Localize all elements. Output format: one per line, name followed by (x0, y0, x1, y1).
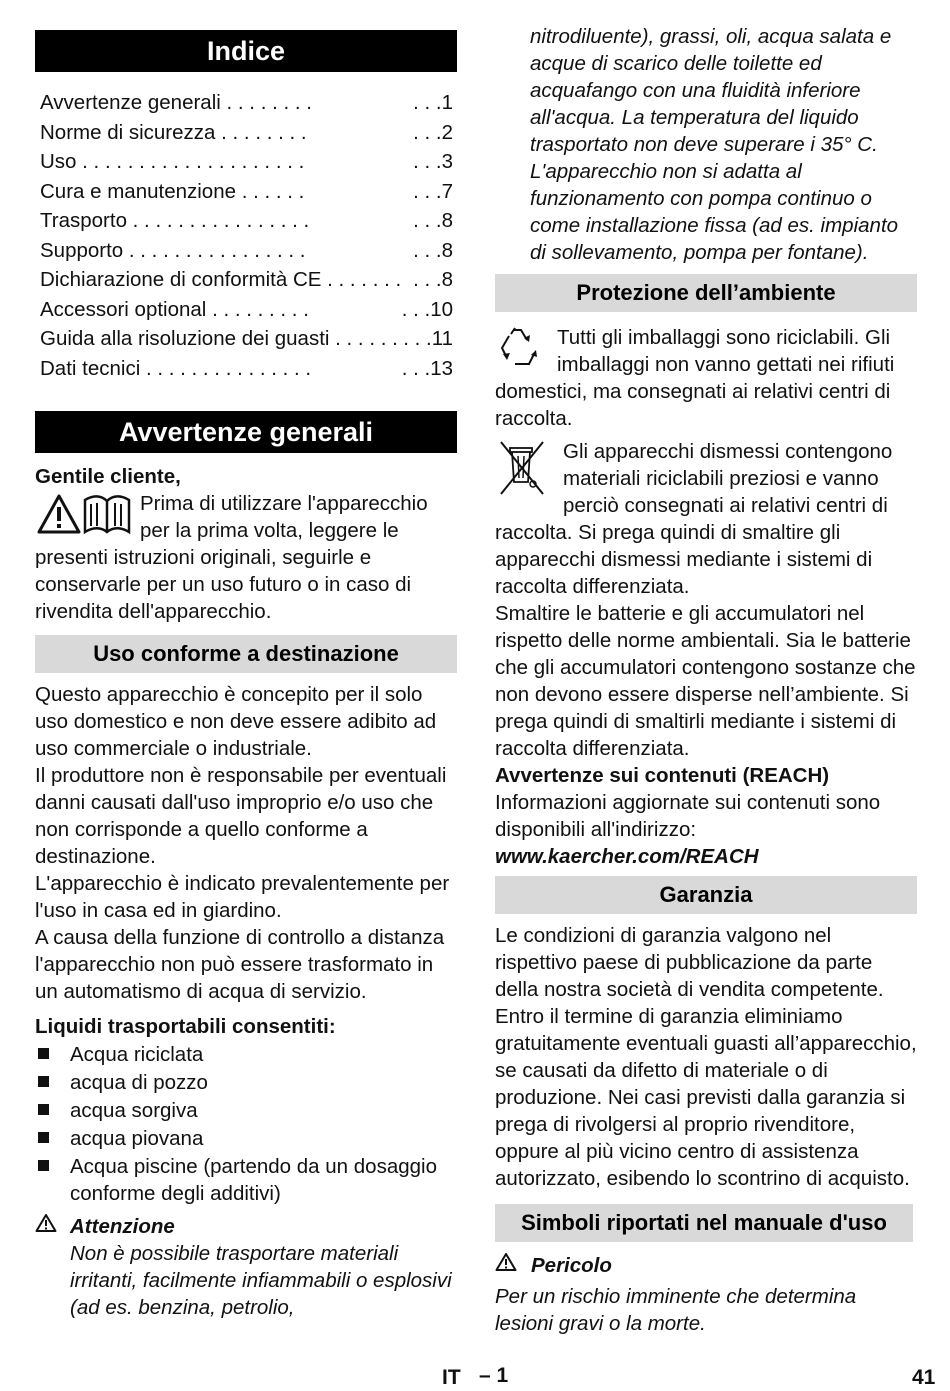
attention-text: Non è possibile trasportare materiali irritanti, facilmente infiammabili o esplosivi (ad es. benzina, petrolio, (70, 1242, 452, 1319)
toc-entry-page: . . . 11 (400, 324, 457, 354)
symbols-heading: Simboli riportati nel manuale d'uso (495, 1204, 913, 1242)
intro-block (35, 490, 457, 544)
list-item (35, 1096, 457, 1124)
toc-entry-title: Guida alla risoluzione dei guasti . . . (40, 324, 400, 354)
general-warnings-heading: Avvertenze generali (35, 411, 457, 453)
liquids-list (35, 1040, 457, 1207)
intended-use-p1: Questo apparecchio è concepito per il solo uso domestico e non deve essere adibito ad uso commerciale o industriale. (35, 683, 437, 760)
intro-rest: presenti istruzioni originali, seguirle e conservarle per un uso futuro o in caso di rivendita dell'apparecchio. (35, 546, 412, 623)
list-item (35, 1068, 457, 1096)
toc-entry[interactable] (40, 177, 457, 207)
toc-entry-title: Dichiarazione di conformità CE . . . (40, 265, 400, 295)
weee-text: Gli apparecchi dismessi contengono materiali riciclabili preziosi e vanno perciò consegnati ai relativi centri di raccolta. Si prega quindi di smaltire gli apparecchi dismessi mediante i sistemi di raccolta differenziata. (495, 440, 893, 598)
intended-use-p4: A causa della funzione di controllo a distanza l'apparecchio non può essere trasformato in un automatismo di acqua di servizio. (35, 926, 445, 1003)
warranty-text: Le condizioni di garanzia valgono nel rispettivo paese di pubblicazione da parte della nostra società di vendita competente. Entro il termine di garanzia eliminiamo gratuitamente eventuali guasti all’apparecchio, se causati da difetto di materiale o di produzione. Nei casi previsti dalla garanzia si prega di rivolgersi al proprio rivenditore, oppure al più vicino centro di assistenza autorizzato, esibendo lo scontrino di acquisto. (495, 924, 917, 1190)
recycle-block (495, 324, 917, 432)
table-of-contents (40, 88, 457, 383)
list-item-text: acqua di pozzo (70, 1071, 208, 1094)
toc-entry[interactable] (40, 354, 457, 384)
danger-row (495, 1252, 917, 1279)
right-column (495, 0, 917, 1337)
toc-entry-title: Trasporto . . . (40, 206, 311, 236)
intro-first: Prima di utilizzare l'apparecchio per la prima volta, leggere le (140, 492, 428, 542)
footer-section-page: – 1 (479, 1364, 509, 1387)
warranty-heading: Garanzia (495, 876, 917, 914)
environment-heading: Protezione dell’ambiente (495, 274, 917, 312)
attention-row (35, 1213, 457, 1240)
intended-use-p2: Il produttore non è responsabile per eventuali danni causati dall'uso improprio e/o uso che non corrisponde a quello conforme a destinazione. (35, 764, 447, 868)
list-item-text: acqua piovana (70, 1127, 204, 1150)
toc-entry-title: Norme di sicurezza . . . (40, 118, 311, 148)
attention-continued (495, 23, 917, 266)
toc-entry-page: . . . 10 (311, 295, 457, 325)
bullet (35, 1096, 70, 1124)
toc-entry[interactable] (40, 295, 457, 325)
toc-entry-page: . . . 1 (311, 88, 457, 118)
list-item-text: Acqua piscine (partendo da un dosaggio conforme degli additivi) (70, 1155, 437, 1205)
attention-cont: nitrodiluente), grassi, oli, acqua salata e acque di scarico delle toilette ed acquafango con una fluidità inferiore all'acqua. La temperatura del liquido trasportato non deve superare i 35° C. (530, 25, 892, 156)
footer-page-number: 41 (912, 1366, 936, 1389)
footer-language: IT (442, 1366, 461, 1389)
toc-entry[interactable] (40, 324, 457, 354)
toc-entry-page: . . . 13 (311, 354, 457, 384)
reach-heading: Avvertenze sui contenuti (REACH) (495, 764, 830, 787)
toc-entry-page: . . . 8 (400, 265, 457, 295)
reach-link[interactable]: www.kaercher.com/REACH (495, 845, 759, 868)
toc-entry-title: Avvertenze generali . . . (40, 88, 311, 118)
bullet (35, 1068, 70, 1096)
warning-triangle-icon (35, 1213, 70, 1240)
toc-entry-title: Supporto . . . (40, 236, 311, 266)
toc-entry[interactable] (40, 206, 457, 236)
toc-entry[interactable] (40, 88, 457, 118)
toc-entry[interactable] (40, 265, 457, 295)
weee-block (495, 438, 917, 600)
toc-entry-title: Dati tecnici . . . (40, 354, 311, 384)
list-item (35, 1124, 457, 1152)
toc-entry-page: . . . 8 (311, 236, 457, 266)
greeting: Gentile cliente, (35, 465, 181, 488)
danger-text: Per un rischio imminente che determina lesioni gravi o la morte. (495, 1285, 857, 1335)
left-column (35, 0, 457, 1321)
crossed-bin-icon (495, 438, 563, 514)
toc-entry-page: . . . 8 (311, 206, 457, 236)
attention-label: Attenzione (70, 1215, 175, 1238)
list-item-text: acqua sorgiva (70, 1099, 198, 1122)
liquids-heading: Liquidi trasportabili consentiti: (35, 1015, 336, 1038)
index-heading: Indice (35, 30, 457, 72)
recycle-icon (495, 324, 557, 374)
battery-text: Smaltire le batterie e gli accumulatori nel rispetto delle norme ambientali. Sia le batterie che gli accumulatori contengono sostanze che non devono essere disperse nell’ambiente. Si prega quindi di smaltirli mediante i sistemi di raccolta differenziata. (495, 602, 916, 760)
recycle-text: Tutti gli imballaggi sono riciclabili. Gli imballaggi non vanno gettati nei rifiuti domestici, ma consegnati ai relativi centri di raccolta. (495, 326, 895, 430)
intended-use-p3: L'apparecchio è indicato prevalentemente per l'uso in casa ed in giardino. (35, 872, 450, 922)
toc-entry-page: . . . 3 (311, 147, 457, 177)
toc-entry[interactable] (40, 147, 457, 177)
bullet (35, 1124, 70, 1152)
toc-entry-page: . . . 7 (311, 177, 457, 207)
warning-triangle-icon (495, 1252, 531, 1279)
intended-use-heading: Uso conforme a destinazione (35, 635, 457, 673)
toc-entry[interactable] (40, 236, 457, 266)
bullet (35, 1040, 70, 1068)
attention-cont2: L'apparecchio non si adatta al funzionamento con pompa continuo o come installazione fissa (ad es. impianto di sollevamento, pompa per fontane). (530, 160, 899, 264)
list-item (35, 1152, 457, 1207)
toc-entry-page: . . . 2 (311, 118, 457, 148)
bullet (35, 1152, 70, 1207)
danger-label: Pericolo (531, 1254, 612, 1277)
toc-entry-title: Accessori optional . . . (40, 295, 311, 325)
reach-text: Informazioni aggiornate sui contenuti sono disponibili all'indirizzo: (495, 791, 881, 841)
list-item-text: Acqua riciclata (70, 1043, 204, 1066)
toc-entry-title: Uso . . . (40, 147, 311, 177)
toc-entry[interactable] (40, 118, 457, 148)
list-item (35, 1040, 457, 1068)
warning-manual-icon (35, 490, 140, 544)
toc-entry-title: Cura e manutenzione . . . (40, 177, 311, 207)
